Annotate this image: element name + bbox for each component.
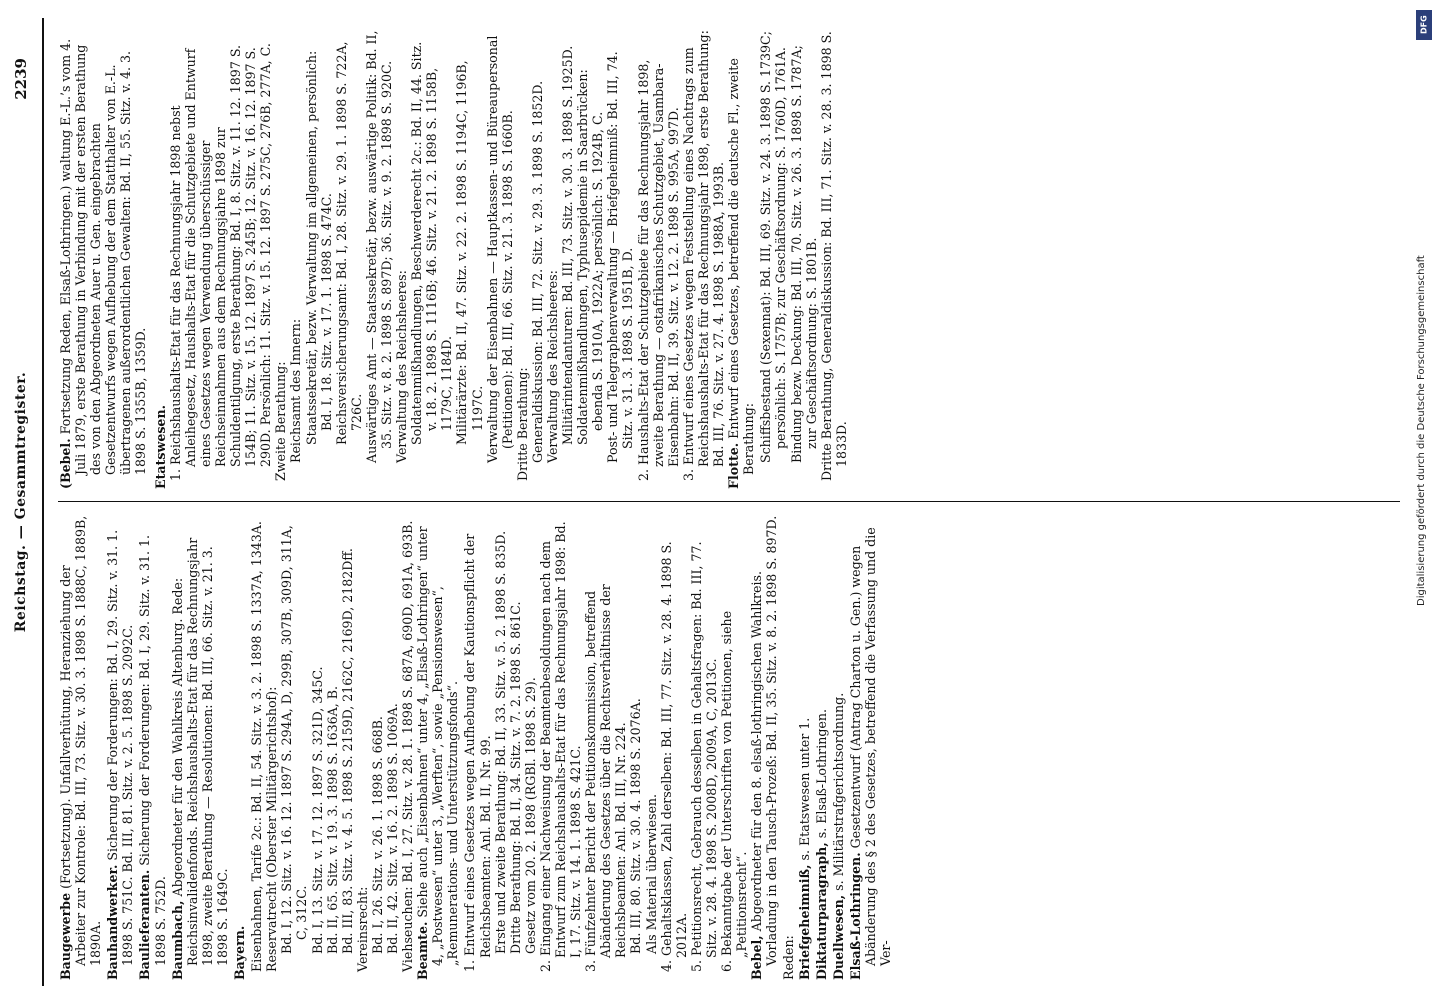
entry-text: Entwurf eines Gesetzes, betreffend die deutsche Fl., zweite Berathung: <box>726 58 757 475</box>
register-subentry: Bd. I, 26. Sitz. v. 26. 1. 1898 S. 668B. <box>369 716 385 954</box>
entry-keyword: Baulieferanten. <box>137 869 153 980</box>
register-subentry: 1. Reichshaushalts-Etat für das Rechnungsjahr 1898 nebst Anleihegesetz, Haushalts-Etat für die Schutzgebiete und Entwurf eines Gesetzes wegen Verwendung überschüssiger Reichseinnahmen aus dem Rechnungsjahre 1898 zur Schuldentilgung, erste Berathung: Bd. I, 8. Sitz. v. 11. 12. 1897 S. 154B; 11. Sitz. v. 15. 12. 1897 S. 245B; 12. Sitz. v. 16. 12. 1897 S. 290D. Persönlich: 11. Sitz. v. 15. 12. 1897 S. 275C, 276B, 277A, C. <box>167 43 274 481</box>
register-entry <box>137 514 167 980</box>
register-subentry: Dritte Berathung: <box>514 367 530 481</box>
entry-keyword: Diktaturparagraph, <box>813 842 829 980</box>
register-subentry: Bd. II, 42. Sitz. v. 16. 2. 1898 S. 1069A. <box>384 703 400 954</box>
entry-text: Sicherung der Forderungen: Bd. I, 29. Sitz. v. 31. 1. 1898 S. 751C. Bd. III, 81. Sitz. v. 2. 5. 1898 S. 2092C. <box>105 529 136 966</box>
register-entry <box>415 514 460 980</box>
register-subentry: Gesetz vom 20. 2. 1898 (RGBl. 1898 S. 29). <box>522 677 538 954</box>
register-subentry: Verwaltung des Reichsheeres: <box>545 270 560 463</box>
entry-text: (Fortsetzung). Unfallverhütung, Heranziehung der Arbeiter zur Kontrole: Bd. III, 73. Sitz. v. 30. 3. 1898 S. 1888C, 1889B, 1890A. <box>58 515 104 966</box>
register-subentry: Generaldiskussion: Bd. III, 72. Sitz. v. 29. 3. 1898 S. 1852D. <box>529 80 545 463</box>
register-entry <box>814 514 829 980</box>
entry-keyword: Bebel, <box>749 935 765 980</box>
entry-keyword: (Bebel. <box>58 438 73 489</box>
register-subentry: Dritte Berathung, Generaldiskussion: Bd. III, 71. Sitz. v. 28. 3. 1898 S. 1833D. <box>818 31 849 481</box>
entry-text: Siehe auch „Eisenbahnen“ unter 4, „Elsaß-Lothringen“ unter 4, „Postwesen“ unter 3, „Werften“, sowie „Pensionswesen“, „Remunerations- und Unterstützungsfonds“. <box>415 526 461 966</box>
entry-keyword: Bauhandwerker. <box>105 864 121 980</box>
register-subentry: 4. Gehaltsklassen, Zahl derselben: Bd. III, 77. Sitz. v. 28. 4. 1898 S. 2012A. <box>658 541 689 972</box>
register-subentry: Eisenbahnen, Tarife 2c.: Bd. II, 54. Sitz. v. 3. 2. 1898 S. 1337A, 1343A. <box>249 521 265 972</box>
entry-keyword: Flotte. <box>726 442 742 489</box>
register-subentry: Reden: <box>781 935 797 980</box>
entry-keyword: Duellwesen, <box>830 894 846 980</box>
register-subentry: Bd. III, 83. Sitz. v. 4. 5. 1898 S. 2159D, 2162C, 2169D, 2182Dff. <box>339 548 355 954</box>
entry-keyword: Briefgeheimniß, <box>796 864 812 980</box>
entry-keyword: Baumbach, <box>169 900 185 980</box>
register-entry <box>831 514 846 980</box>
funding-note: Digitalisierung gefördert durch die Deutsche Forschungsgemeinschaft <box>1416 255 1427 606</box>
register-subentry: Bindung bezw. Deckung: Bd. III, 70. Sitz. v. 26. 3. 1898 S. 1787A; zur Geschäftsordnung: S. 1801B. <box>788 45 819 463</box>
entry-keyword: Beamte. <box>415 921 431 980</box>
register-subentry: Militärärzte: Bd. II, 47. Sitz. v. 22. 2. 1898 S. 1194C, 1196B, 1197C. <box>454 60 485 445</box>
running-title: Reichstag. — Gesammtregister. <box>13 371 29 633</box>
register-subentry: 1. Entwurf eines Gesetzes wegen Aufhebung der Kautionspflicht der Reichsbeamten: Anl. Bd. II, Nr. 99. <box>462 533 493 972</box>
register-subentry: Bd. III, 80. Sitz. v. 30. 4. 1898 S. 2076A. <box>628 698 644 954</box>
register-entry <box>797 514 812 980</box>
register-subentry: Post- und Telegraphenverwaltung — Briefgeheimniß: Bd. III, 74. Sitz. v. 31. 3. 1898 S. 1951B, D. <box>605 51 636 463</box>
text-columns <box>58 18 1400 986</box>
digitization-sidebar <box>1416 10 1432 990</box>
entry-text: Abgeordneter für den 8. elsaß-lothringischen Wahlkreis. Vorladung in den Tausch-Prozeß: Bd. II, 35. Sitz. v. 8. 2. 1898 S. 897D. <box>749 515 780 966</box>
register-subentry: 3. Fünfzehnter Bericht der Petitionskommission, betreffend Abänderung des Gesetzes über die Rechtsverhältnisse der Reichsbeamten: Anl. Bd. III, Nr. 224. <box>583 584 629 972</box>
section-heading: Etatswesen. <box>152 405 168 489</box>
register-subentry: Bd. I, 13. Sitz. v. 17. 12. 1897 S. 321D, 345C. <box>309 666 325 954</box>
register-subentry: Reservatrecht (Oberster Militärgerichtshof): <box>264 686 280 972</box>
register-subentry: 2. Eingang einer Nachweisung der Beamtenbesoldungen nach dem Entwurf zum Reichshaushalts-Etat für das Rechnungsjahr 1898: Bd. I, 17. Sitz. v. 14. 1. 1898 S. 421C. <box>537 521 584 972</box>
register-entry <box>58 514 103 980</box>
register-subentry: Verwaltung des Reichsheeres: <box>394 270 410 463</box>
register-subentry: Als Material überwiesen. <box>643 793 659 954</box>
register-subentry: 5. Petitionsrecht, Gebrauch desselben in Gehaltsfragen: Bd. III, 77. Sitz. v. 28. 4. 1898 S. 2008D, 2009A, C, 2013C. <box>688 541 719 972</box>
register-subentry: Zweite Berathung: <box>273 361 289 481</box>
entry-keyword: Baugewerbe <box>58 892 73 980</box>
register-entry <box>232 514 247 980</box>
dfg-logo-icon: DFG <box>1416 10 1432 40</box>
entry-text: s. Etatswesen unter 1. <box>796 717 812 865</box>
register-subentry: 2. Haushalts-Etat der Schutzgebiete für das Rechnungsjahr 1898, zweite Berathung — ostafrikanisches Schutzgebiet, Usambara-Eisenbahn: Bd. II, 39. Sitz. v. 12. 2. 1898 S. 995A, 997D. <box>635 59 681 481</box>
register-entry <box>726 30 756 489</box>
register-subentry: 6. Bekanntgabe der Unterschriften von Petitionen, siehe „Petitionsrecht“. <box>719 610 750 972</box>
register-subentry: Militärintendanturen: Bd. III, 73. Sitz. v. 30. 3. 1898 S. 1925D. <box>560 45 576 445</box>
entry-text: Fortsetzung Reden, Elsaß-Lothringen.) waltung E.-L.’s vom 4. Juli 1879, erste Berathung in Verbindung mit der ersten Berathung des von den Abgeordneten Auer u. Gen. eingebrachten Gesetzentwurfs wegen Aufhebung der dem Statthalter von E.-L. übertragenen außerordentlichen Gewalten: Bd. II, 55. Sitz. v. 4. 3. 1898 S. 1355B, 1359D. <box>58 38 149 475</box>
register-subentry: 3. Entwurf eines Gesetzes wegen Feststellung eines Nachtrags zum Reichshaushalts-Etat für das Rechnungsjahr 1898, erste Berathung: Bd. III, 76. Sitz. v. 27. 4. 1898 S. 1988A, 1993B. <box>680 30 727 481</box>
entry-text: s. Elsaß-Lothringen. <box>813 709 829 843</box>
register-subentry: Reichsversicherungsamt: Bd. I, 28. Sitz. v. 29. 1. 1898 S. 722A, 726C. <box>333 41 364 445</box>
register-subentry: Bd. II, 65. Sitz. v. 19. 3. 1898 S. 1636A, B. <box>324 686 340 954</box>
register-entry <box>848 514 893 980</box>
register-entry <box>58 30 149 489</box>
page-number: 2239 <box>12 58 30 100</box>
register-page <box>0 4 1410 1000</box>
entry-text: Gesetzentwurf (Antrag Charton u. Gen.) wegen Abänderung des § 2 des Gesetzes, betreffend die Verfassung und die Ver- <box>847 527 893 966</box>
register-entry <box>749 514 779 980</box>
register-subentry: Soldatenmißhandlungen, Beschwerderecht 2c.: Bd. II, 44. Sitz. v. 18. 2. 1898 S. 1116B; 46. Sitz. v. 21. 2. 1898 S. 1158B, 1179C, 1184D. <box>409 41 455 445</box>
register-subentry: Vereinsrecht: <box>354 886 370 972</box>
register-subentry: Auswärtiges Amt — Staatssekretär, bezw. auswärtige Politik: Bd. II, 35. Sitz. v. 8. 2. 1898 S. 897D; 36. Sitz. v. 9. 2. 1898 S. 920C. <box>363 30 394 463</box>
entry-text: s. Militärstrafgerichtsordnung. <box>830 692 846 895</box>
register-subentry: Dritte Berathung: Bd. II, 34. Sitz. v. 7. 2. 1898 S. 861C. <box>507 601 523 954</box>
left-column <box>58 502 1400 986</box>
page-header <box>8 18 44 986</box>
register-subentry: Reichsamt des Innern: <box>288 318 304 463</box>
register-entry <box>105 514 135 980</box>
register-entry <box>170 514 230 980</box>
entry-keyword: Elsaß-Lothringen. <box>847 852 863 980</box>
register-subentry: Schiffsbestand (Sexennat): Bd. III, 69. Sitz. v. 24. 3. 1898 S. 1739C; persönlich: S. 1757B; zur Geschäftsordnung: S. 1760D, 1761A. <box>758 31 789 463</box>
register-subentry: Verwaltung der Eisenbahnen — Hauptkassen- und Büreaupersonal (Petitionen): Bd. III, 66. Sitz. v. 21. 3. 1898 S. 1660B. <box>484 35 515 463</box>
entry-text: Abgeordneter für den Wahlkreis Altenburg. Rede: Reichsinvalidenfonds. Reichshaushalts-Etat für das Rechnungsjahr 1898, zweite Berathung — Resolutionen: Bd. III, 66. Sitz. v. 21. 3. 1898 S. 1649C. <box>169 537 230 966</box>
register-subentry: Bd. I, 12. Sitz. v. 16. 12. 1897 S. 294A, D, 299B, 307B, 309D, 311A, C, 312C. <box>279 525 310 954</box>
register-subentry: Soldatenmißhandlungen, Typhusepidemie in Saarbrücken: ebenda S. 1910A, 1922A; persönlich: S. 1924B, C. <box>575 69 606 445</box>
entry-text: Sicherung der Forderungen: Bd. I, 29. Sitz. v. 31. 1. 1898 S. 752D. <box>137 534 168 966</box>
register-subentry: Erste und zweite Berathung: Bd. II, 33. Sitz. v. 5. 2. 1898 S. 835D. <box>492 530 508 954</box>
right-column <box>58 18 1400 502</box>
entry-keyword: Bayern. <box>232 925 248 980</box>
register-subentry: Viehseuchen: Bd. I, 27. Sitz. v. 28. 1. 1898 S. 687A, 690D, 691A, 693B. <box>400 520 416 972</box>
register-subentry: Staatssekretär, bezw. Verwaltung im allgemeinen, persönlich: Bd. I, 18. Sitz. v. 17. 1. 1898 S. 474C. <box>303 50 334 445</box>
